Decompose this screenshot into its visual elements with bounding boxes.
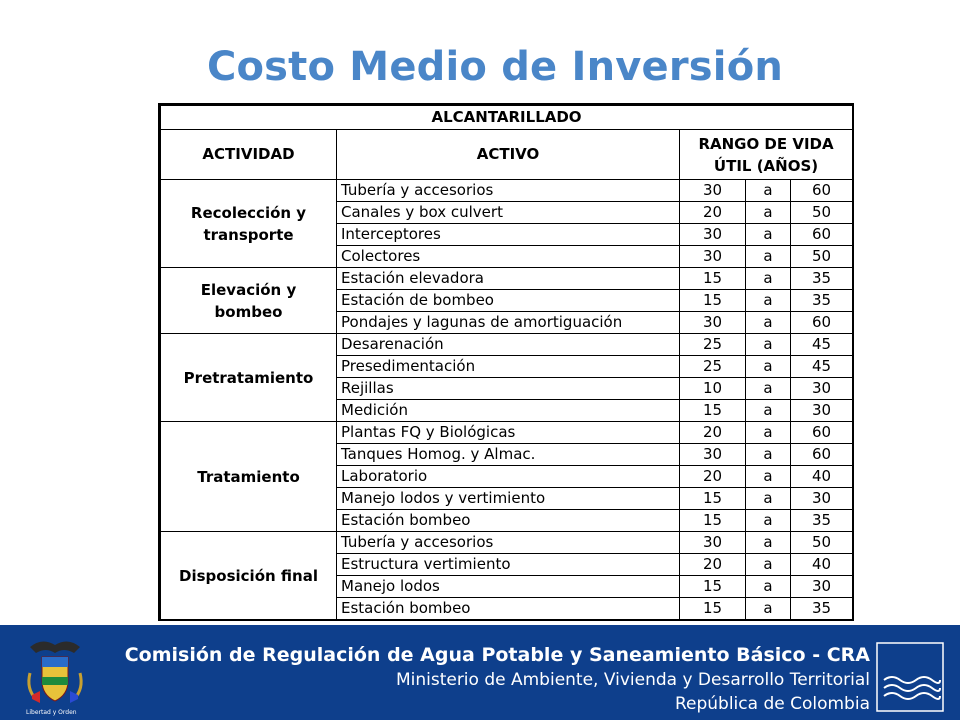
vida-min-cell: 15 [680,510,746,532]
actividad-cell: Tratamiento [161,422,337,532]
activo-cell: Estación bombeo [337,510,680,532]
footer-org-name: Comisión de Regulación de Agua Potable y Saneamiento Básico - CRA [124,644,870,666]
range-separator-cell: a [746,224,791,246]
range-separator-cell: a [746,246,791,268]
vida-max-cell: 60 [791,180,853,202]
vida-min-cell: 20 [680,466,746,488]
range-separator-cell: a [746,356,791,378]
range-separator-cell: a [746,378,791,400]
range-separator-cell: a [746,488,791,510]
activo-cell: Estación de bombeo [337,290,680,312]
activo-cell: Interceptores [337,224,680,246]
range-separator-cell: a [746,312,791,334]
range-separator-cell: a [746,554,791,576]
activo-cell: Estación bombeo [337,598,680,620]
vida-min-cell: 20 [680,422,746,444]
range-separator-cell: a [746,510,791,532]
colombia-coat-of-arms-icon [22,633,88,715]
activo-cell: Plantas FQ y Biológicas [337,422,680,444]
actividad-cell: Elevación y bombeo [161,268,337,334]
section-header-alcantarillado: ALCANTARILLADO [161,106,853,130]
vida-max-cell: 50 [791,532,853,554]
vida-max-cell: 50 [791,202,853,224]
vida-min-cell: 30 [680,444,746,466]
table-row [161,532,853,554]
activo-cell: Tubería y accesorios [337,532,680,554]
footer-country: República de Colombia [674,694,870,714]
activo-cell: Tubería y accesorios [337,180,680,202]
vida-min-cell: 15 [680,400,746,422]
cra-waves-logo-icon [876,642,944,712]
table-row [161,268,853,290]
range-separator-cell: a [746,532,791,554]
activo-cell: Canales y box culvert [337,202,680,224]
footer-ministry: Ministerio de Ambiente, Vivienda y Desarrollo Territorial [395,670,870,690]
vida-min-cell: 30 [680,532,746,554]
activo-cell: Medición [337,400,680,422]
actividad-cell: Disposición final [161,532,337,620]
activo-cell: Presedimentación [337,356,680,378]
range-separator-cell: a [746,202,791,224]
seal-caption: Libertad y Orden [26,709,77,716]
vida-max-cell: 60 [791,422,853,444]
vida-util-table [160,105,853,620]
column-header-activo: ACTIVO [337,130,680,180]
activo-cell: Pondajes y lagunas de amortiguación [337,312,680,334]
range-separator-cell: a [746,268,791,290]
vida-min-cell: 30 [680,312,746,334]
table-row [161,334,853,356]
vida-max-cell: 30 [791,400,853,422]
activo-cell: Laboratorio [337,466,680,488]
vida-min-cell: 20 [680,554,746,576]
vida-max-cell: 30 [791,378,853,400]
vida-min-cell: 15 [680,488,746,510]
range-separator-cell: a [746,180,791,202]
vida-min-cell: 20 [680,202,746,224]
actividad-cell: Recolección y transporte [161,180,337,268]
actividad-cell: Pretratamiento [161,334,337,422]
vida-max-cell: 30 [791,488,853,510]
vida-min-cell: 15 [680,576,746,598]
table-column-header-row [161,130,853,180]
vida-min-cell: 30 [680,180,746,202]
range-separator-cell: a [746,466,791,488]
vida-max-cell: 30 [791,576,853,598]
vida-min-cell: 30 [680,246,746,268]
activo-cell: Manejo lodos y vertimiento [337,488,680,510]
vida-min-cell: 15 [680,598,746,620]
range-separator-cell: a [746,444,791,466]
page-title: Costo Medio de Inversión [206,44,784,90]
activo-cell: Desarenación [337,334,680,356]
vida-min-cell: 15 [680,290,746,312]
range-separator-cell: a [746,422,791,444]
vida-max-cell: 35 [791,598,853,620]
vida-max-cell: 60 [791,312,853,334]
activo-cell: Rejillas [337,378,680,400]
vida-max-cell: 40 [791,466,853,488]
activo-cell: Tanques Homog. y Almac. [337,444,680,466]
vida-max-cell: 35 [791,290,853,312]
vida-min-cell: 25 [680,334,746,356]
range-separator-cell: a [746,290,791,312]
vida-min-cell: 30 [680,224,746,246]
table-body [161,106,853,620]
activo-cell: Manejo lodos [337,576,680,598]
vida-util-table-container [158,103,854,621]
vida-max-cell: 40 [791,554,853,576]
range-separator-cell: a [746,334,791,356]
vida-max-cell: 60 [791,444,853,466]
vida-max-cell: 45 [791,334,853,356]
activo-cell: Estación elevadora [337,268,680,290]
vida-max-cell: 45 [791,356,853,378]
activo-cell: Estructura vertimiento [337,554,680,576]
vida-max-cell: 35 [791,268,853,290]
vida-min-cell: 25 [680,356,746,378]
range-separator-cell: a [746,400,791,422]
table-row [161,422,853,444]
column-header-actividad: ACTIVIDAD [161,130,337,180]
activo-cell: Colectores [337,246,680,268]
vida-max-cell: 50 [791,246,853,268]
vida-min-cell: 15 [680,268,746,290]
range-separator-cell: a [746,598,791,620]
vida-max-cell: 60 [791,224,853,246]
footer-banner [0,625,960,720]
vida-max-cell: 35 [791,510,853,532]
range-separator-cell: a [746,576,791,598]
column-header-rango-vida-util: RANGO DE VIDA ÚTIL (AÑOS) [680,130,853,180]
vida-min-cell: 10 [680,378,746,400]
table-row [161,180,853,202]
table-section-header-row [161,106,853,130]
